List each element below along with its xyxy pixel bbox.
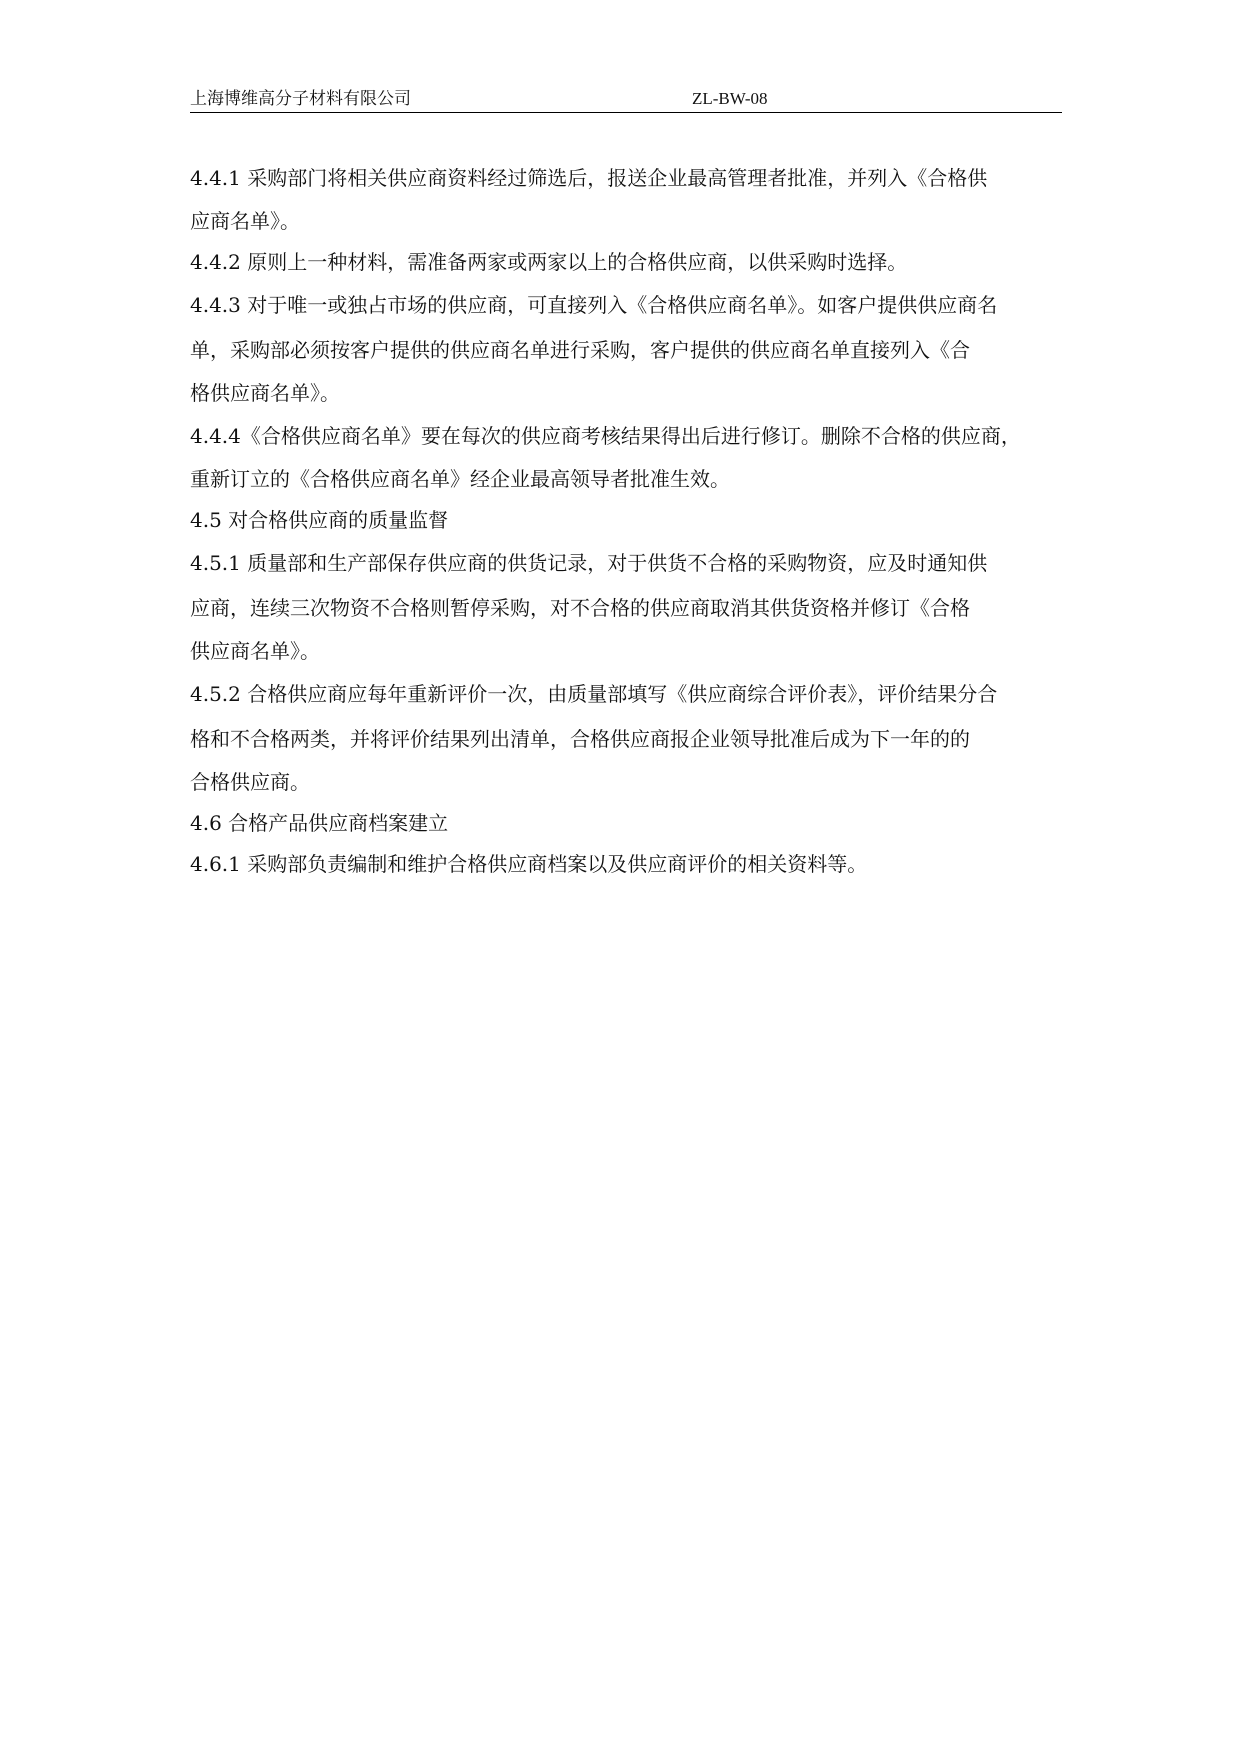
clause-4-4-3-line-1: 4.4.3 对于唯一或独占市场的供应商，可直接列入《合格供应商名单》。如客户提供供应商名 [190,293,998,317]
document-code: ZL-BW-08 [692,89,768,108]
clause-4-4-4-line-1: 4.4.4《合格供应商名单》要在每次的供应商考核结果得出后进行修订。删除不合格的供应商， [190,424,1021,448]
clause-4-5-2-line-1: 4.5.2 合格供应商应每年重新评价一次，由质量部填写《供应商综合评价表》，评价结果分合 [190,682,998,706]
clause-4-5-2-line-3: 合格供应商。 [190,770,310,794]
clause-4-5-1-line-3: 供应商名单》。 [190,639,320,663]
clause-4-4-4-line-2: 重新订立的《合格供应商名单》经企业最高领导者批准生效。 [190,467,730,491]
clause-4-4-2: 4.4.2 原则上一种材料，需准备两家或两家以上的合格供应商，以供采购时选择。 [190,250,908,274]
page-header [190,86,1062,113]
clause-4-4-1-line-2: 应商名单》。 [190,209,300,233]
clause-4-5-2-line-2: 格和不合格两类，并将评价结果列出清单，合格供应商报企业领导批准后成为下一年的的 [190,727,970,751]
clause-4-5-1-line-2: 应商，连续三次物资不合格则暂停采购，对不合格的供应商取消其供货资格并修订《合格 [190,596,970,620]
document-body [190,156,1066,885]
section-4-5-heading: 4.5 对合格供应商的质量监督 [190,508,449,532]
clause-4-4-3-line-2: 单，采购部必须按客户提供的供应商名单进行采购，客户提供的供应商名单直接列入《合 [190,338,970,362]
clause-4-4-3-line-3: 格供应商名单》。 [190,381,340,405]
clause-4-5-1-line-1: 4.5.1 质量部和生产部保存供应商的供货记录，对于供货不合格的采购物资，应及时通知供 [190,551,988,575]
company-name: 上海博维高分子材料有限公司 [190,89,411,109]
clause-4-6-1: 4.6.1 采购部负责编制和维护合格供应商档案以及供应商评价的相关资料等。 [190,852,868,876]
clause-4-4-1-line-1: 4.4.1 采购部门将相关供应商资料经过筛选后，报送企业最高管理者批准，并列入《合格供 [190,166,988,190]
section-4-6-heading: 4.6 合格产品供应商档案建立 [190,811,449,835]
